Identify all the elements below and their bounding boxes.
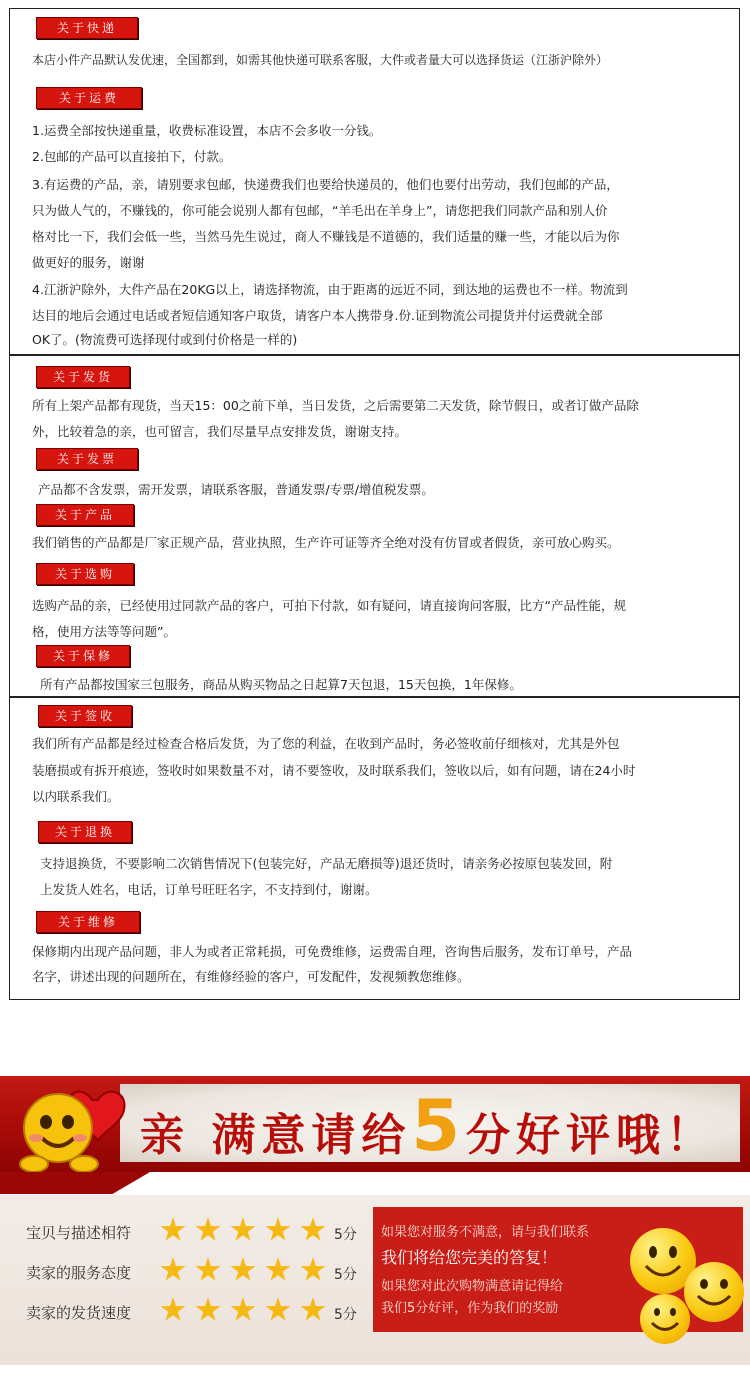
fee-line-7: 4.江浙沪除外，大件产品在20KG以上，请选择物流，由于距离的远近不同，到达地的运费也不一样。物流到 [32, 282, 628, 297]
fee-line-2: 2.包邮的产品可以直接拍下，付款。 [32, 149, 232, 164]
panel-signing-repair [9, 697, 740, 1000]
review-banner [0, 1076, 750, 1172]
panel-delivery-fees [9, 8, 740, 355]
tag-product: 关于产品 [36, 504, 134, 526]
banner-suffix: 分好评哦！ [466, 1110, 717, 1161]
banner-tail [0, 1172, 150, 1194]
fee-line-6: 做更好的服务，谢谢 [32, 255, 145, 270]
repair-line-1: 保修期内出现产品问题，非人为或者正常耗损，可免费维修，运费需自理，咨询售后服务，发布订单号，产品 [32, 944, 633, 959]
fee-line-5: 格对比一下，我们会低一些，当然马先生说过，商人不赚钱是不道德的，我们适量的赚一些，才能以后为你 [32, 229, 620, 244]
product-text: 我们销售的产品都是厂家正规产品，营业执照，生产许可证等齐全绝对没有仿冒或者假货，亲可放心购买。 [32, 535, 620, 550]
signing-line-3: 以内联系我们。 [32, 789, 120, 804]
smiley-face-icon [684, 1262, 744, 1322]
rating-label-service: 卖家的服务态度 [26, 1264, 132, 1282]
banner-prefix: 亲 满意请给 [140, 1110, 412, 1161]
tag-delivery: 关于快递 [36, 17, 138, 39]
rating-score-service: 5分 [334, 1267, 357, 1283]
tag-shipping-fee: 关于运费 [36, 87, 142, 109]
rating-score-shipping: 5分 [334, 1307, 357, 1323]
notice-line-1: 如果您对服务不满意，请与我们联系 [381, 1225, 590, 1240]
notice-line-4: 我们5分好评，作为我们的奖励 [381, 1301, 559, 1316]
returns-line-1: 支持退换货，不要影响二次销售情况下(包装完好，产品无磨损等)退还货时，请亲务必按原包装发回，附 [40, 856, 613, 871]
purchase-line-2: 格，使用方法等等问题”。 [32, 624, 176, 639]
fee-line-9: OK了。(物流费可选择现付或到付价格是一样的) [32, 332, 298, 347]
notice-line-2: 我们将给您完美的答复！ [381, 1248, 558, 1267]
returns-line-2: 上发货人姓名，电话，订单号旺旺名字，不支持到付，谢谢。 [40, 882, 378, 897]
tag-returns: 关于退换 [38, 821, 132, 843]
tag-purchase: 关于选购 [36, 563, 134, 585]
notice-line-3: 如果您对此次购物满意请记得给 [381, 1279, 564, 1294]
rating-score-description: 5分 [334, 1227, 357, 1243]
panel-dispatch-warranty [9, 355, 740, 697]
rating-label-description: 宝贝与描述相符 [26, 1224, 132, 1242]
rating-label-shipping: 卖家的发货速度 [26, 1304, 132, 1322]
repair-line-2: 名字，讲述出现的问题所在，有维修经验的客户，可发配件，发视频教您维修。 [32, 969, 470, 984]
signing-line-1: 我们所有产品都是经过检查合格后发货，为了您的利益，在收到产品时，务必签收前仔细核对，尤其是外包 [32, 736, 620, 751]
signing-line-2: 装磨损或有拆开痕迹，签收时如果数量不对，请不要签收，及时联系我们，签收以后，如有问题，请在24小时 [32, 763, 636, 778]
tag-dispatch: 关于发货 [36, 366, 130, 388]
warranty-text: 所有产品都按国家三包服务，商品从购买物品之日起算7天包退，15天包换，1年保修。 [40, 677, 522, 692]
tag-invoice: 关于发票 [36, 448, 138, 470]
invoice-text: 产品都不含发票，需开发票，请联系客服，普通发票/专票/增值税发票。 [38, 482, 434, 497]
fee-line-8: 达目的地后会通过电话或者短信通知客户取货，请客户本人携带身.份.证到物流公司提货并付运费就全部 [32, 308, 603, 323]
purchase-line-1: 选购产品的亲，已经使用过同款产品的客户，可拍下付款，如有疑问，请直接询问客服，比方“产品性能，规 [32, 598, 626, 613]
smiley-face-icon [640, 1294, 690, 1344]
dispatch-line-2: 外，比较着急的亲，也可留言，我们尽量早点安排发货，谢谢支持。 [32, 424, 408, 439]
banner-number: 5 [411, 1085, 467, 1167]
fee-line-1: 1.运费全部按快递重量，收费标准设置，本店不会多收一分钱。 [32, 123, 382, 138]
fee-line-3: 3.有运费的产品，亲，请别要求包邮，快递费我们也要给快递员的，他们也要付出劳动，我们包邮的产品， [32, 177, 619, 192]
tag-signing: 关于签收 [38, 705, 132, 727]
fee-line-4: 只为做人气的，不赚钱的，你可能会说别人都有包邮，“羊毛出在羊身上”，请您把我们同款产品和别人价 [32, 203, 608, 218]
tag-warranty: 关于保修 [36, 645, 130, 667]
dispatch-line-1: 所有上架产品都有现货，当天15：00之前下单，当日发货，之后需要第二天发货，除节假日，或者订做产品除 [32, 398, 639, 413]
tag-repair: 关于维修 [36, 911, 140, 933]
smiley-heart-mascot-icon [14, 1082, 134, 1174]
delivery-text: 本店小件产品默认发优速，全国都到，如需其他快递可联系客服，大件或者量大可以选择货运（江浙沪除外） [32, 53, 609, 67]
banner-title [140, 1086, 716, 1166]
